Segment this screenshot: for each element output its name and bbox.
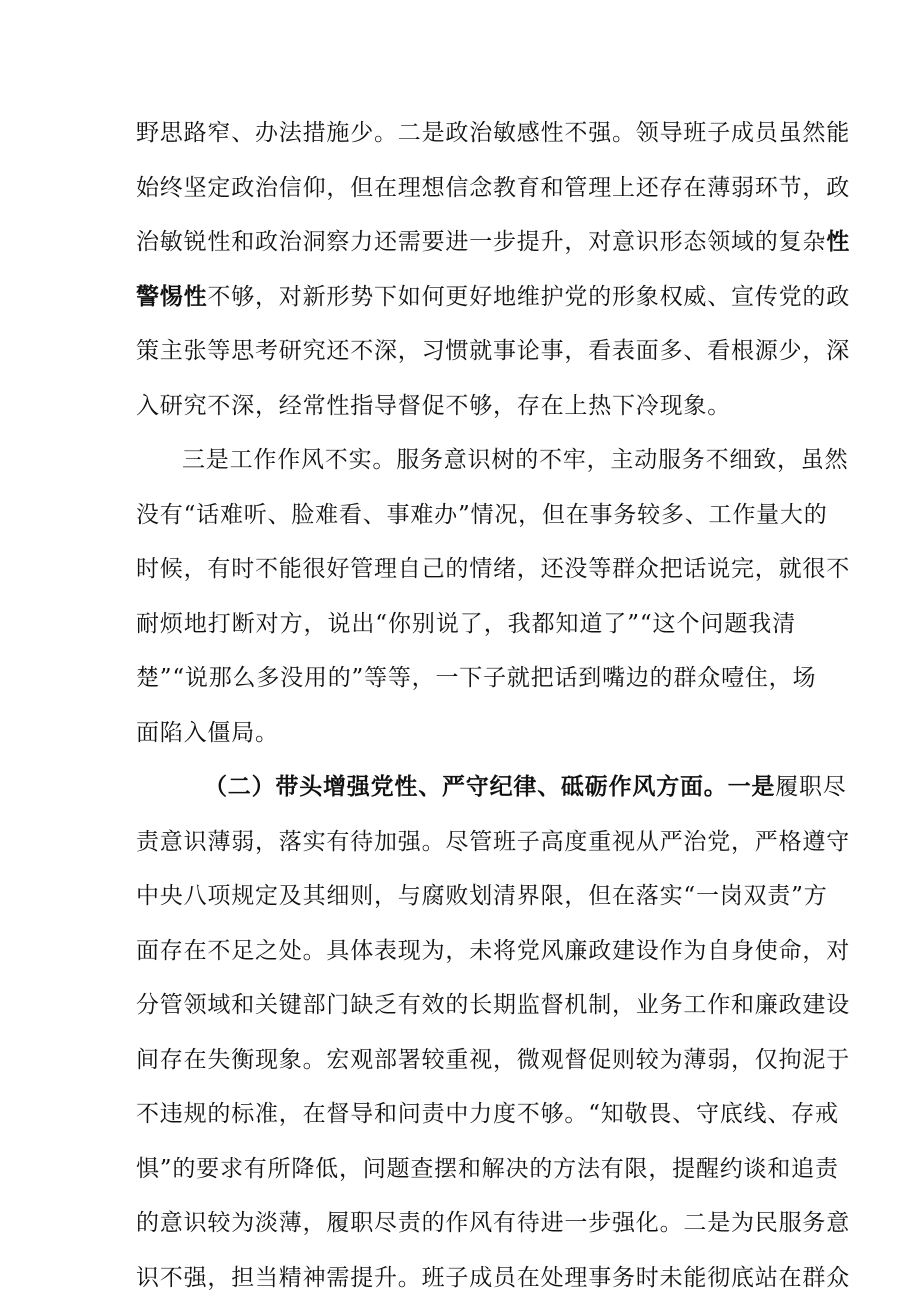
text-line [136, 1033, 796, 1088]
line-text: 分管领域和关键部门缺乏有效的长期监督机制，业务工作和廉政建设 [136, 992, 850, 1018]
line-text: 责意识薄弱，落实有待加强。尽管班子高度重视从严治党，严格遵守 [136, 829, 850, 855]
text-line [136, 978, 796, 1033]
text-line [136, 1142, 796, 1197]
line-text: 时候，有时不能很好管理自己的情绪，还没等群众把话说完，就很不 [136, 556, 850, 582]
line-text: 的意识较为淡薄，履职尽责的作风有待进一步强化。二是为民服务意 [136, 1210, 850, 1236]
line-text: 始终坚定政治信仰，但在理想信念教育和管理上还存在薄弱环节，政 [136, 175, 850, 201]
text-line [136, 651, 796, 706]
line-text: 履职尽 [775, 774, 846, 800]
line-text: 识不强，担当精神需提升。班子成员在处理事务时未能彻底站在群众 [136, 1265, 850, 1291]
line-text: 不够，对新形势下如何更好地维护党的形象权威、宣传党的政 [207, 284, 850, 310]
text-line [136, 597, 796, 652]
line-text: 楚”“说那么多没用的”等等，一下子就把话到嘴边的群众噎住，场 [136, 665, 816, 691]
text-line [136, 924, 796, 979]
text-line [136, 1196, 796, 1251]
line-text: 三是工作作风不实。服务意识树的不牢，主动服务不细致，虽然 [182, 447, 848, 473]
paragraph-work-style [136, 433, 796, 760]
text-line [136, 815, 796, 870]
text-line [136, 161, 796, 216]
paragraph-section-two [136, 760, 796, 1305]
line-text: 中央八项规定及其细则，与腐败划清界限，但在落实“一岗双责”方 [136, 883, 828, 909]
line-text: 惧”的要求有所降低，问题查摆和解决的方法有限，提醒约谈和追责 [136, 1156, 839, 1182]
line-text: 耐烦地打断对方，说出“你别说了，我都知道了”“这个问题我清 [136, 611, 796, 637]
text-line [136, 106, 796, 161]
text-line [136, 215, 796, 270]
bold-text: 性 [826, 228, 850, 255]
line-text: 入研究不深，经常性指导督促不够，存在上热下冷现象。 [136, 393, 731, 419]
line-text: 野思路窄、办法措施少。二是政治敏感性不强。领导班子成员虽然能 [136, 120, 850, 146]
line-text: 间存在失衡现象。宏观部署较重视，微观督促则较为薄弱，仅拘泥于 [136, 1047, 850, 1073]
paragraph-political-sensitivity [136, 106, 796, 433]
text-line [136, 1251, 796, 1305]
section-heading: （二）带头增强党性、严守纪律、砥砺作风方面。一是 [204, 773, 775, 800]
line-text: 面陷入僵局。 [136, 720, 279, 746]
text-line [136, 379, 796, 434]
text-line [136, 488, 796, 543]
body-text [136, 106, 796, 1305]
text-line [136, 542, 796, 597]
text-line [136, 706, 796, 761]
bold-text: 警惕性 [136, 283, 207, 310]
text-line [136, 270, 796, 325]
text-line [136, 324, 796, 379]
line-text: 不违规的标准，在督导和问责中力度不够。“知敬畏、守底线、存戒 [136, 1101, 839, 1127]
text-line [136, 869, 796, 924]
text-line [136, 1087, 796, 1142]
line-text: 面存在不足之处。具体表现为，未将党风廉政建设作为自身使命，对 [136, 938, 850, 964]
line-text: 策主张等思考研究还不深，习惯就事论事，看表面多、看根源少，深 [136, 338, 850, 364]
line-text: 没有“话难听、脸难看、事难办”情况，但在事务较多、工作量大的 [136, 502, 828, 528]
line-text: 治敏锐性和政治洞察力还需要进一步提升，对意识形态领域的复杂 [136, 229, 826, 255]
text-line [136, 433, 796, 488]
section-heading-line [136, 760, 796, 815]
